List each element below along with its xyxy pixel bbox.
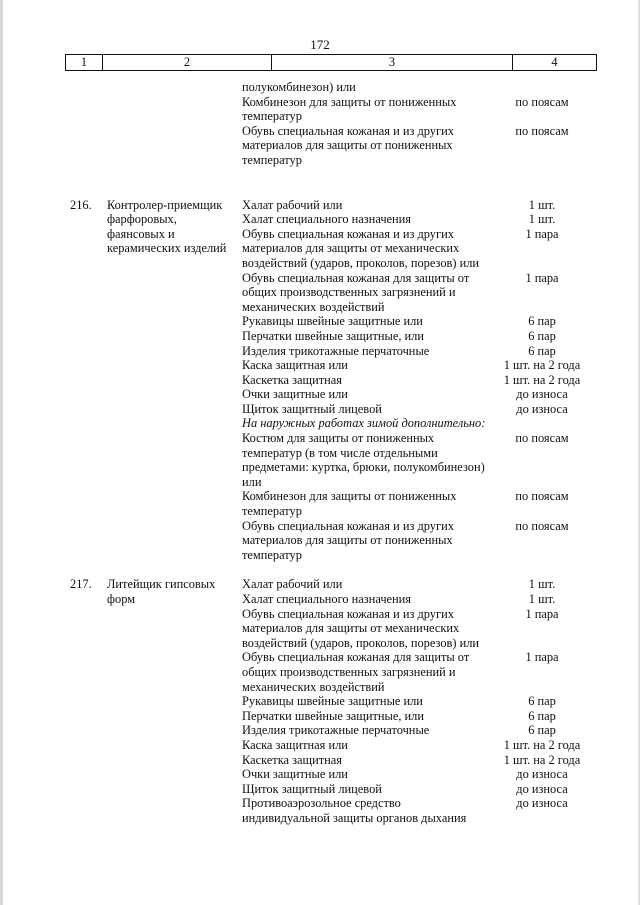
- subheading-winter: На наружных работах зимой дополнительно:: [242, 416, 486, 431]
- table-row: [0, 387, 640, 402]
- table-row: [0, 592, 640, 607]
- item-norm: 6 пар: [528, 723, 556, 738]
- profession-name: Контролер-приемщик фарфоровых, фаянсовых и керамических изделий: [107, 197, 227, 256]
- header-col-4: 4: [551, 55, 558, 69]
- item-norm: по поясам: [515, 518, 569, 533]
- item-text: Перчатки швейные защитные, или: [242, 328, 424, 343]
- item-text: Комбинезон для защиты от пониженных температур: [242, 94, 457, 124]
- item-text: Каскетка защитная: [242, 372, 342, 387]
- table-row: [0, 227, 640, 271]
- item-text: Щиток защитный лицевой: [242, 401, 382, 416]
- table-row: [0, 416, 640, 431]
- item-text: Рукавицы швейные защитные или: [242, 314, 423, 329]
- section-216: [0, 198, 640, 563]
- table-row: [0, 753, 640, 768]
- item-norm: [487, 416, 597, 431]
- item-norm: 1 пара: [525, 606, 559, 621]
- table-row: [0, 373, 640, 388]
- item-norm: 6 пар: [528, 343, 556, 358]
- item-text: Халат специального назначения: [242, 592, 412, 606]
- item-text: Обувь специальная кожаная для защиты от общих производственных загрязнений и механических воздействий: [242, 650, 470, 694]
- item-text: Очки защитные или: [242, 767, 348, 782]
- item-norm: 1 шт. на 2 года: [503, 372, 581, 387]
- table-row: [0, 80, 640, 95]
- section-number: 217.: [70, 577, 92, 592]
- item-norm: 1 шт.: [528, 577, 556, 592]
- item-text: Перчатки швейные защитные, или: [242, 708, 424, 723]
- item-norm: 1 шт. на 2 года: [503, 737, 581, 752]
- item-text: Обувь специальная кожаная и из других материалов для защиты от механических воздействий (ударов, проколов, порезов) или: [242, 606, 480, 650]
- table-row: [0, 212, 640, 227]
- item-norm: 1 шт.: [528, 592, 556, 606]
- item-norm: по поясам: [515, 431, 569, 446]
- item-text: Противоаэрозольное средство индивидуальной защиты органов дыхания: [242, 796, 467, 825]
- table-row: [0, 767, 640, 782]
- table-row: [0, 738, 640, 753]
- table-row: [0, 314, 640, 329]
- table-row: [0, 723, 640, 738]
- item-text: Каскетка защитная: [242, 752, 342, 767]
- table-row: [0, 650, 640, 694]
- section-number: 216.: [70, 197, 92, 212]
- item-norm: по поясам: [515, 489, 569, 504]
- item-text: Рукавицы швейные защитные или: [242, 694, 423, 709]
- item-text: Костюм для защиты от пониженных температур (в том числе отдельными предметами: куртка, брюки, полукомбинезон) или: [242, 431, 485, 489]
- item-norm: 1 пара: [525, 650, 559, 665]
- item-norm: 6 пар: [528, 328, 556, 343]
- item-norm: 1 шт.: [528, 212, 556, 227]
- item-text: Обувь специальная кожаная и из других материалов для защиты от пониженных температур: [242, 123, 454, 167]
- item-norm: до износа: [516, 781, 568, 796]
- profession-name: Литейщик гипсовых форм: [107, 577, 216, 606]
- table-row: [0, 489, 640, 518]
- item-norm: 6 пар: [528, 314, 556, 329]
- header-col-2: 2: [103, 55, 272, 70]
- item-norm: 6 пар: [528, 708, 556, 723]
- item-norm: 1 шт.: [528, 197, 556, 212]
- table-row: [0, 329, 640, 344]
- table-row: [0, 694, 640, 709]
- table-row: [0, 607, 640, 651]
- item-text: Комбинезон для защиты от пониженных температур: [242, 489, 457, 519]
- item-norm: 1 шт. на 2 года: [503, 358, 581, 373]
- item-text: Щиток защитный лицевой: [242, 781, 382, 796]
- item-text: Изделия трикотажные перчаточные: [242, 343, 430, 358]
- item-text: Обувь специальная кожаная и из других материалов для защиты от пониженных температур: [242, 518, 454, 562]
- table-row: [0, 95, 640, 124]
- item-text: Изделия трикотажные перчаточные: [242, 723, 430, 738]
- item-norm: по поясам: [515, 123, 569, 138]
- page-number: 172: [310, 37, 330, 52]
- table-row: [0, 431, 640, 489]
- item-norm: 1 пара: [525, 226, 559, 241]
- table-row: [0, 796, 640, 825]
- item-norm: до износа: [516, 387, 568, 402]
- table-body: [0, 80, 640, 826]
- item-text: Обувь специальная кожаная и из других материалов для защиты от механических воздействий (ударов, проколов, порезов) или: [242, 226, 480, 270]
- item-text: Очки защитные или: [242, 387, 348, 402]
- section-217: [0, 577, 640, 825]
- table-header: [65, 54, 597, 71]
- item-text: Обувь специальная кожаная для защиты от общих производственных загрязнений и механических воздействий: [242, 270, 470, 314]
- item-text: Каска защитная или: [242, 737, 348, 752]
- table-row: [0, 402, 640, 417]
- table-row: [0, 271, 640, 315]
- item-text: Халат специального назначения: [242, 212, 412, 227]
- item-norm: до износа: [516, 796, 568, 811]
- table-row: [0, 124, 640, 168]
- item-text: Халат рабочий или: [242, 577, 343, 592]
- table-row: [0, 519, 640, 563]
- table-row: [0, 709, 640, 724]
- item-norm: до износа: [516, 401, 568, 416]
- item-norm: 1 шт. на 2 года: [503, 752, 581, 767]
- table-row: [0, 358, 640, 373]
- item-norm: 6 пар: [528, 694, 556, 709]
- continuation-block: [0, 80, 640, 168]
- table-row: [0, 344, 640, 359]
- item-norm: 1 пара: [525, 270, 559, 285]
- header-col-3: 3: [272, 55, 513, 70]
- item-text: Халат рабочий или: [242, 197, 343, 212]
- item-text: полукомбинезон) или: [242, 80, 356, 94]
- item-norm: по поясам: [515, 94, 569, 109]
- item-text: Каска защитная или: [242, 358, 348, 373]
- item-norm: до износа: [516, 767, 568, 782]
- item-norm: [487, 80, 597, 95]
- table-row: [0, 782, 640, 797]
- header-col-1: 1: [66, 55, 103, 70]
